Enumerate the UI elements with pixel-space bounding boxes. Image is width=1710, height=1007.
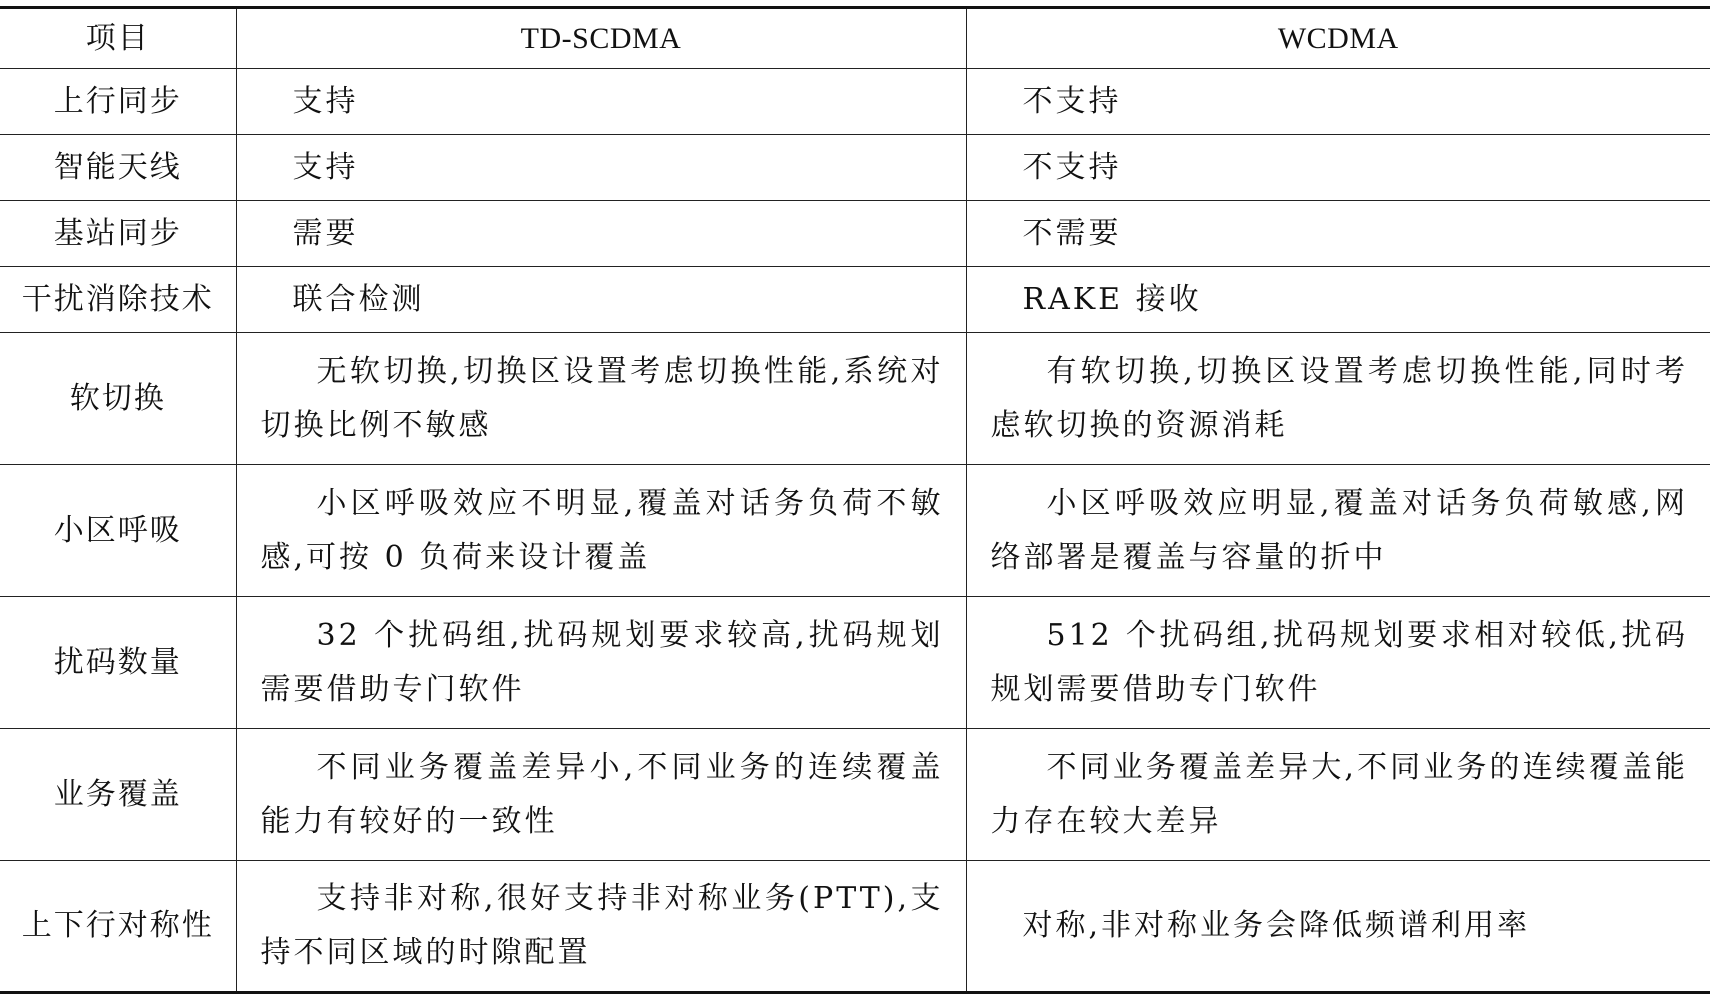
wcdma-value: RAKE 接收 [966, 267, 1710, 333]
row-item-label: 上行同步 [0, 69, 236, 135]
table-row [0, 201, 1710, 267]
row-item-label: 软切换 [0, 333, 236, 465]
table-row [0, 861, 1710, 993]
wcdma-value: 不需要 [966, 201, 1710, 267]
table-row [0, 69, 1710, 135]
td-scdma-value: 32 个扰码组,扰码规划要求较高,扰码规划需要借助专门软件 [236, 597, 966, 729]
table-row [0, 597, 1710, 729]
td-scdma-value: 联合检测 [236, 267, 966, 333]
row-item-label: 基站同步 [0, 201, 236, 267]
td-scdma-value: 支持 [236, 135, 966, 201]
row-item-label: 干扰消除技术 [0, 267, 236, 333]
wcdma-value: 不支持 [966, 135, 1710, 201]
table-header-row [0, 8, 1710, 69]
td-scdma-value: 小区呼吸效应不明显,覆盖对话务负荷不敏感,可按 0 负荷来设计覆盖 [236, 465, 966, 597]
td-scdma-value: 不同业务覆盖差异小,不同业务的连续覆盖能力有较好的一致性 [236, 729, 966, 861]
td-scdma-value: 需要 [236, 201, 966, 267]
row-item-label: 业务覆盖 [0, 729, 236, 861]
table-row [0, 135, 1710, 201]
wcdma-value: 不支持 [966, 69, 1710, 135]
header-wcdma: WCDMA [966, 8, 1710, 69]
td-scdma-value: 支持 [236, 69, 966, 135]
table-row [0, 267, 1710, 333]
comparison-table [0, 6, 1710, 994]
wcdma-value: 有软切换,切换区设置考虑切换性能,同时考虑软切换的资源消耗 [966, 333, 1710, 465]
td-scdma-value: 支持非对称,很好支持非对称业务(PTT),支持不同区域的时隙配置 [236, 861, 966, 993]
table-row [0, 465, 1710, 597]
td-scdma-value: 无软切换,切换区设置考虑切换性能,系统对切换比例不敏感 [236, 333, 966, 465]
header-td-scdma: TD-SCDMA [236, 8, 966, 69]
wcdma-value: 小区呼吸效应明显,覆盖对话务负荷敏感,网络部署是覆盖与容量的折中 [966, 465, 1710, 597]
row-item-label: 上下行对称性 [0, 861, 236, 993]
table-row [0, 333, 1710, 465]
wcdma-value: 不同业务覆盖差异大,不同业务的连续覆盖能力存在较大差异 [966, 729, 1710, 861]
row-item-label: 扰码数量 [0, 597, 236, 729]
row-item-label: 小区呼吸 [0, 465, 236, 597]
row-item-label: 智能天线 [0, 135, 236, 201]
table-row [0, 729, 1710, 861]
wcdma-value: 对称,非对称业务会降低频谱利用率 [966, 861, 1710, 993]
header-item: 项目 [0, 8, 236, 69]
wcdma-value: 512 个扰码组,扰码规划要求相对较低,扰码规划需要借助专门软件 [966, 597, 1710, 729]
